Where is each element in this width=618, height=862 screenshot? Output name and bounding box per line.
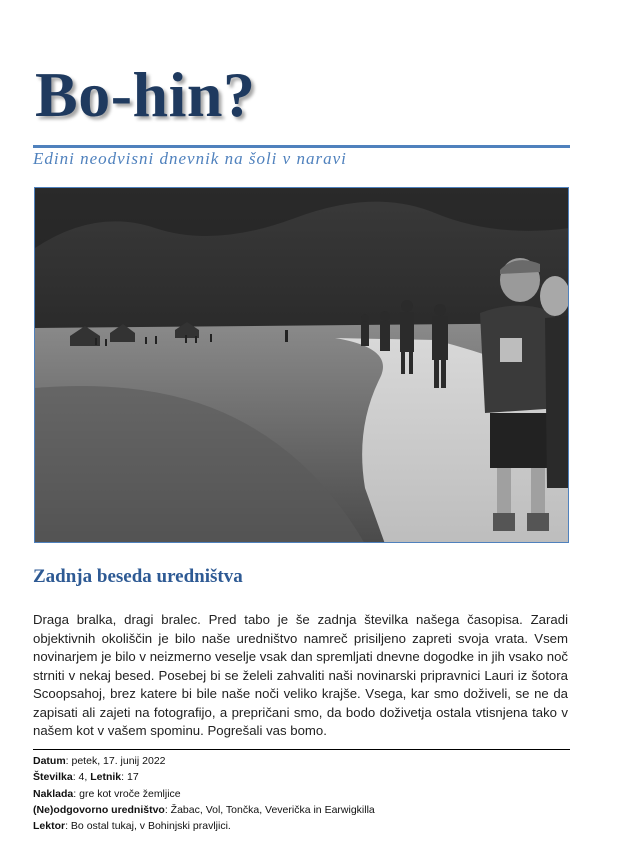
colophon	[33, 753, 375, 834]
print-value: : gre kot vroče žemljice	[73, 787, 181, 800]
editors-value: : Žabac, Vol, Tončka, Veverička in Earwigkilla	[164, 803, 375, 816]
cover-photo-illustration	[35, 188, 569, 543]
colophon-divider	[33, 749, 570, 750]
editors-label: (Ne)odgovorno uredništvo	[33, 803, 165, 816]
colophon-print	[33, 786, 375, 802]
colophon-proofreader	[33, 818, 375, 834]
title-divider	[33, 145, 570, 148]
newspaper-title: Bo-hin?	[35, 59, 256, 130]
newspaper-subtitle: Edini neodvisni dnevnik na šoli v naravi	[33, 149, 347, 168]
date-value: : petek, 17. junij 2022	[65, 755, 166, 767]
article-body: Draga bralka, dragi bralec. Pred tabo je še zadnja številka našega časopisa. Zaradi objektivnih okoliščin je bilo naše uredništvo namreč prisiljeno zapreti svoja vrata. Vsem novinarjem je bilo v neizmerno veselje vsak dan spremljati dnevne dogodke in jih vsako noč strniti v nekaj besed. Posebej bi se želeli zahvaliti naši novinarski pripravnici Lauri iz šotora Scoopsahoj, brez katere bi bile naše noči veliko krajše. Vsega, kar smo doživeli, se ne da zapisati ali zajeti na fotografijo, a prepričani smo, da bodo doživetja ostala vtisnjena tako v našem kot v vašem spominu. Pogrešali vas bomo.	[33, 612, 568, 738]
proof-label: Lektor	[33, 820, 66, 833]
colophon-date	[33, 753, 375, 769]
volume-value: : 17	[121, 771, 139, 784]
issue-label: Številka	[33, 771, 73, 784]
cover-photo	[34, 187, 569, 543]
proof-value: : Bo ostal tukaj, v Bohinjski pravljici.	[65, 820, 231, 833]
volume-label: Letnik	[90, 771, 122, 784]
print-label: Naklada	[33, 787, 74, 800]
colophon-issue	[33, 769, 375, 785]
article-headline: Zadnja beseda uredništva	[33, 566, 243, 587]
issue-value: : 4,	[72, 771, 91, 784]
date-label: Datum	[33, 755, 66, 767]
colophon-editors	[33, 802, 375, 818]
